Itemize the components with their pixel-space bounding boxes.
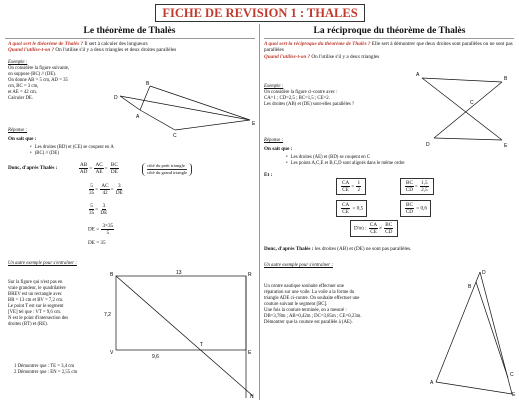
equation-4: DE = $\frac{3\times 35}{5}$ bbox=[88, 223, 114, 236]
fig-label: C bbox=[510, 372, 514, 378]
left-example-label: Exemple : bbox=[8, 60, 28, 65]
page-title: FICHE DE REVISION 1 : THALES bbox=[155, 4, 365, 22]
fig-label: A bbox=[416, 72, 420, 78]
left-ex2-label: Un autre exemple pour s'entraîner : bbox=[8, 261, 77, 266]
right-on-sait: On sait que : bbox=[264, 146, 293, 152]
left-example-line: On considère la figure suivante, bbox=[8, 66, 70, 71]
fig-label: C bbox=[173, 133, 177, 138]
right-ex2: Un centre nautique souhaite effectuer une réparation sur une voile. La voile a la forme du triangle ADE ci-contre. On souhaite effectuer une couture suivant le segment [BC]. Une fois la couture terminée, on a mesuré : DB=3,78m ; AB=0,42m ; DC=3,85m ; CE=0,23m. Démontrer que la couture est parallèle à (AE). bbox=[264, 284, 362, 325]
fig-label: 9,6 bbox=[152, 354, 159, 360]
fig-label: N bbox=[250, 394, 254, 400]
left-example-line: Calculer DE. bbox=[8, 96, 34, 101]
right-facts: • Les droites (AE) et (BD) se coupent en C • Les points A,C,E et B,C,D sont alignés dans le même ordre bbox=[286, 155, 404, 167]
fig-label: E bbox=[504, 143, 508, 149]
right-ex2-label: Un autre exemple pour s'entraîner : bbox=[264, 263, 333, 268]
ratio-1: $\frac{CA}{CE}$ = $\frac{1}{2}$ bbox=[336, 178, 366, 195]
right-figure-bowtie bbox=[412, 58, 512, 150]
left-figure-brev bbox=[88, 266, 258, 400]
fig-label: E bbox=[248, 350, 252, 356]
left-figure-thales bbox=[110, 78, 260, 138]
fig-label: B bbox=[146, 81, 150, 87]
fig-label: 7,2 bbox=[104, 312, 111, 318]
fig-label: 13 bbox=[176, 270, 182, 276]
left-on-sait: On sait que : bbox=[8, 136, 37, 142]
ratio-2: $\frac{BC}{CD}$ = $\frac{1,5}{2,5}$ bbox=[400, 178, 434, 195]
fig-label: C bbox=[470, 100, 474, 106]
left-example-line: on suppose (BC) // (DE). bbox=[8, 72, 57, 77]
fig-label: D bbox=[482, 270, 486, 276]
legend-big: côté du grand triangle bbox=[147, 170, 188, 175]
fig-label: D bbox=[426, 142, 430, 148]
left-heading: Le théorème de Thalès bbox=[83, 26, 176, 36]
fig-label: E bbox=[252, 121, 256, 127]
fig-label: T bbox=[200, 342, 204, 348]
equation-5: DE = 35 bbox=[88, 240, 106, 246]
fig-label: D bbox=[114, 95, 118, 101]
left-donc: Donc, d'après Thalès : bbox=[8, 165, 58, 171]
fig-label: B bbox=[504, 76, 508, 82]
right-answer-label: Réponse : bbox=[264, 138, 284, 143]
fig-label: R bbox=[248, 272, 252, 278]
right-heading: La réciproque du théorème de Thalès bbox=[313, 26, 466, 36]
fig-label: E bbox=[512, 392, 516, 398]
fig-label: V bbox=[110, 350, 114, 356]
left-example bbox=[8, 60, 118, 102]
left-fact: • (BC) // (DE) bbox=[30, 151, 114, 157]
left-fact: • Les droites (BD) et (CE) se coupent en A bbox=[30, 145, 114, 151]
fig-label: B bbox=[110, 272, 114, 278]
equation-1: $\frac{AB}{AD}$ = $\frac{AC}{AE}$ = $\frac{BC}{DE}$ bbox=[79, 162, 118, 175]
left-example-line: et AE = 42 cm. bbox=[8, 90, 37, 95]
fig-label: A bbox=[136, 114, 140, 120]
ratio-3: $\frac{CA}{CE}$ = 0,5 bbox=[336, 200, 367, 217]
left-intro-q1: A quoi sert le théorème de Thalès ? bbox=[8, 41, 84, 47]
left-intro bbox=[8, 41, 256, 54]
right-conclusion: Donc, d'après Thalès : les droites (AB) et (DE) ne sont pas parallèles. bbox=[264, 246, 412, 252]
right-heading-rule bbox=[264, 38, 514, 39]
left-ex2: Sur la figure qui n'est pas en vraie grandeur, le quadrilatère BREV est un rectangle avec BR = 13 cm et BV = 7,2 cm. Le point T est sur le segment [VE] tel que : VT = 9,6 cm. N est le point d'intersection des droites (BT) et (RE). bbox=[8, 280, 69, 327]
legend-small: côté du petit triangle bbox=[147, 163, 187, 170]
fig-label: B bbox=[468, 284, 472, 290]
left-intro-q2: Quand l'utilise-t-on ? bbox=[8, 47, 55, 54]
left-example-line: cm, BC = 3 cm, bbox=[8, 84, 39, 89]
left-example-line: On donne AB = 5 cm, AD = 35 bbox=[8, 78, 68, 83]
right-et: Et : bbox=[264, 172, 273, 178]
left-questions: 1 Démontrer que : TE = 3,4 cm 2 Démontrer que : EN = 2,55 cm bbox=[14, 364, 78, 375]
right-intro: A quoi sert la réciproque du théorème de Thalès ? Elle sert à démontrer que deux droites sont parallèles ou ne sont pas parallèles Quand l'utilise-t-on ? On l'utilise s'il y a deux triangles bbox=[264, 41, 513, 60]
right-example: Exemple : On considère la figure ci-contre avec : CA=1 ; CD=2,5 ; BC=1,5 ; CE=2. Les droites (AB) et (DE) sont-elles parallèles ? bbox=[264, 84, 355, 107]
left-facts bbox=[30, 145, 114, 157]
left-intro-a1: Il sert à calculer des longueurs bbox=[83, 41, 148, 47]
left-answer-label: Réponse : bbox=[8, 128, 28, 133]
left-heading-rule bbox=[5, 38, 255, 39]
equation-legend bbox=[142, 163, 192, 176]
equation-3: $\frac{5}{35}$ = $\frac{3}{DE}$ bbox=[89, 203, 108, 216]
left-intro-a2: On l'utilise s'il y a deux triangles et deux droites parallèles bbox=[54, 47, 177, 54]
ratio-4: $\frac{BC}{CD}$ = 0,6 bbox=[400, 200, 431, 217]
fig-label: A bbox=[430, 380, 434, 386]
equation-2: $\frac{5}{35}$ = $\frac{AC}{42}$ = $\frac{3}{DE}$ bbox=[89, 183, 123, 196]
ratio-5: D'où : $\frac{CA}{CE}$ ≠ $\frac{BC}{CD}$ bbox=[350, 220, 398, 237]
right-figure-sail bbox=[428, 266, 518, 398]
